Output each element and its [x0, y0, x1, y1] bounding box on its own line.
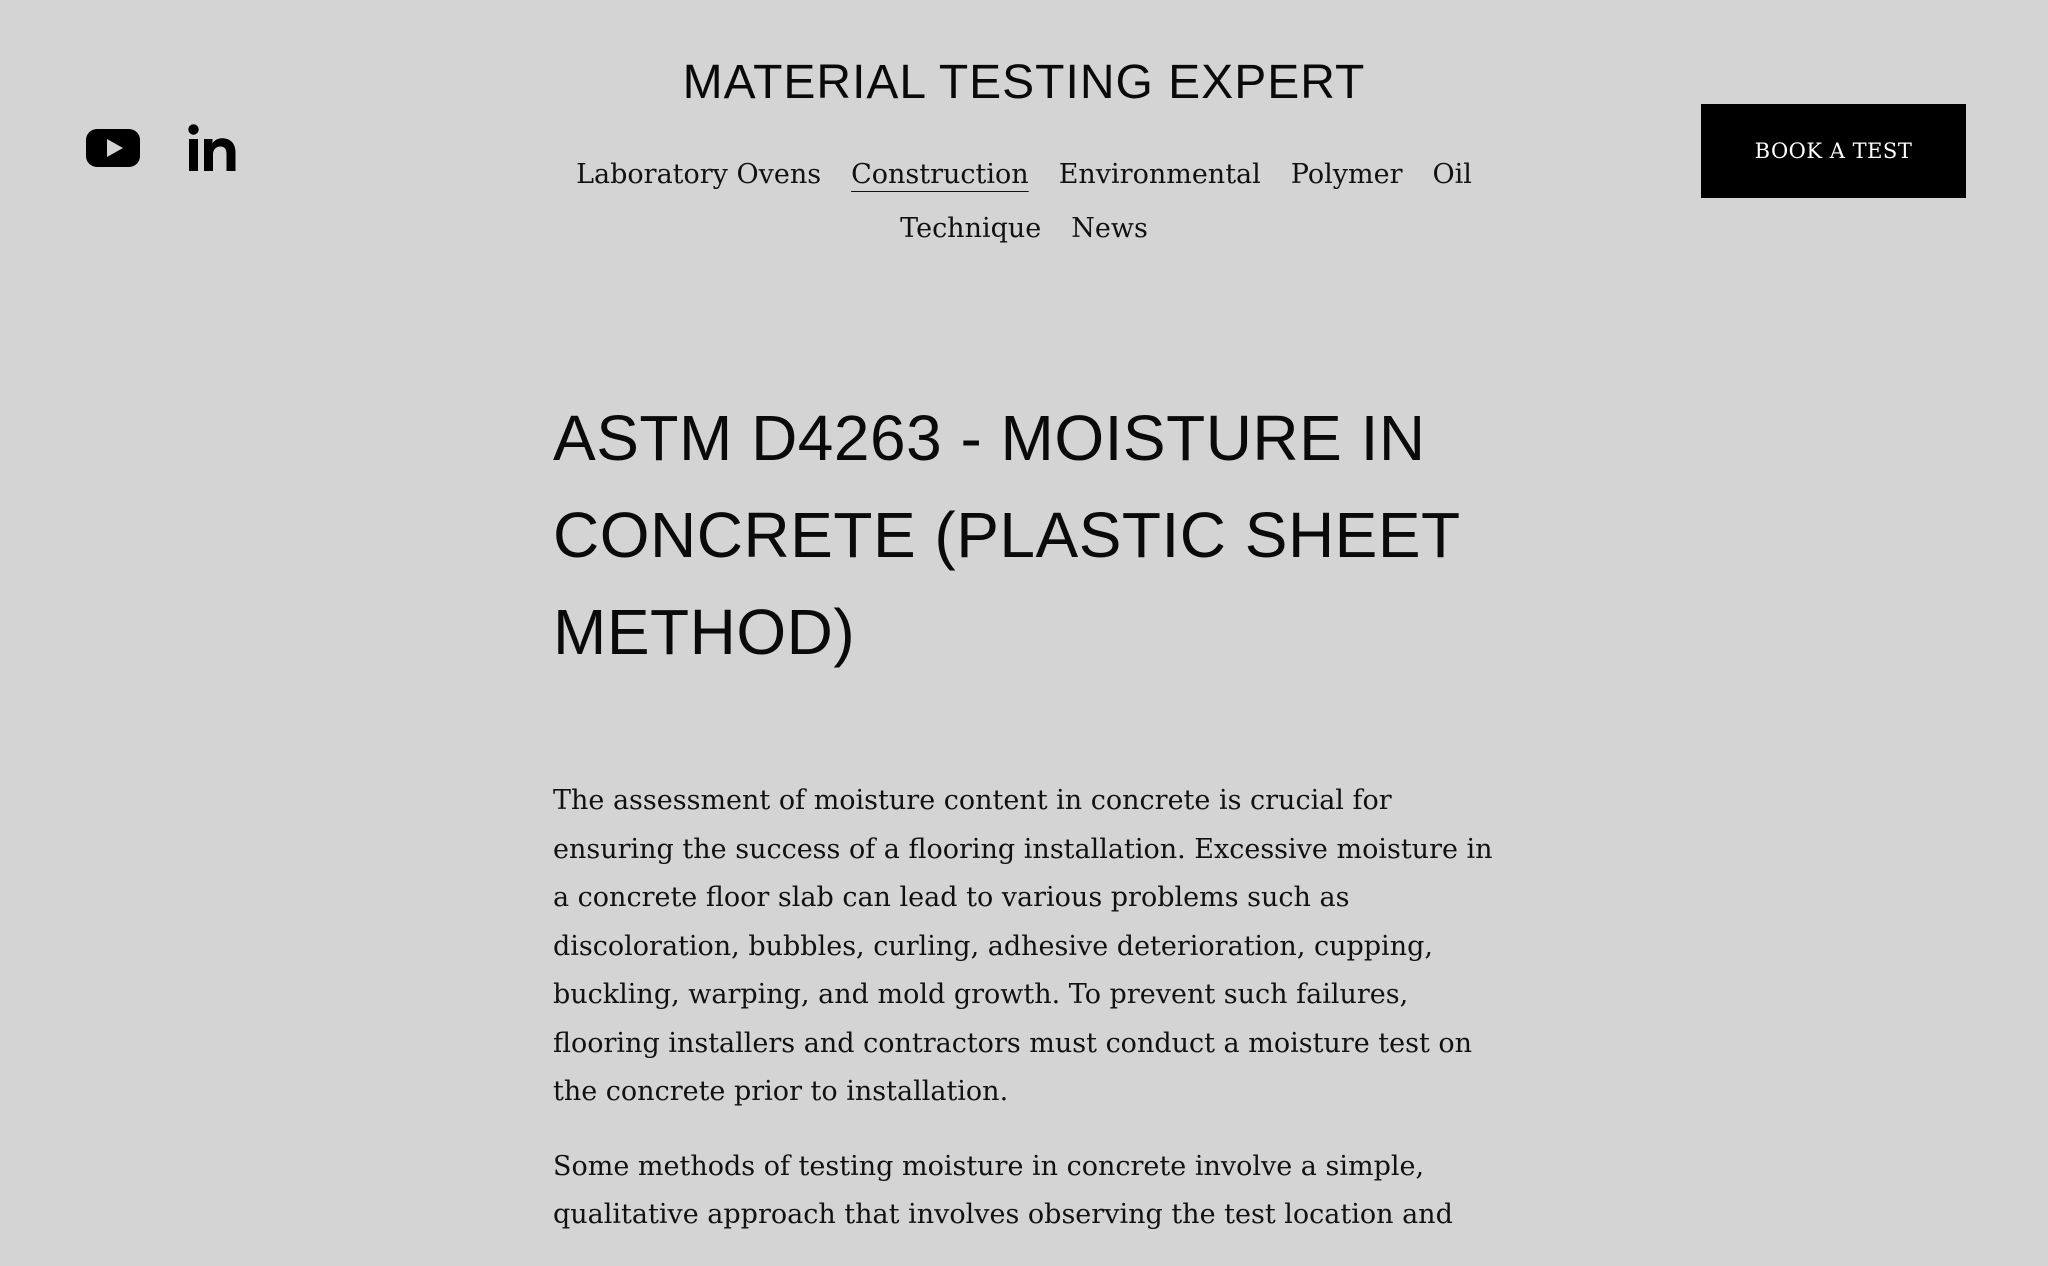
- main-nav: [560, 148, 1488, 256]
- social-links: [86, 124, 236, 172]
- article-paragraph: The assessment of moisture content in concrete is crucial for ensuring the success of a flooring installation. Excessive moisture in a concrete floor slab can lead to various problems such as discoloration, bubbles, curling, adhesive deterioration, cupping, buckling, warping, and mold growth. To prevent such failures, flooring installers and contractors must conduct a moisture test on the concrete prior to installation.: [553, 785, 1493, 1107]
- nav-item-polymer[interactable]: Polymer: [1290, 159, 1403, 190]
- nav-item-laboratory-ovens[interactable]: Laboratory Ovens: [576, 159, 822, 190]
- nav-item-news[interactable]: News: [1071, 213, 1148, 244]
- article-body: [553, 777, 1503, 1240]
- nav-item-oil[interactable]: Oil: [1432, 159, 1472, 190]
- nav-item-environmental[interactable]: Environmental: [1058, 159, 1261, 190]
- youtube-icon: [86, 129, 140, 167]
- article-title: ASTM D4263 - MOISTURE IN CONCRETE (PLASTIC SHEET METHOD): [553, 402, 1460, 668]
- nav-item-technique[interactable]: Technique: [900, 213, 1042, 244]
- youtube-link[interactable]: [86, 129, 140, 167]
- linkedin-icon: [188, 124, 236, 172]
- article-paragraph: Some methods of testing moisture in concrete involve a simple, qualitative approach that involves observing the test location and: [553, 1150, 1453, 1230]
- article: [553, 390, 1503, 1266]
- book-a-test-button[interactable]: BOOK A TEST: [1701, 104, 1966, 198]
- nav-item-construction[interactable]: Construction: [851, 159, 1029, 190]
- site-title[interactable]: MATERIAL TESTING EXPERT: [682, 56, 1366, 109]
- linkedin-link[interactable]: [188, 124, 236, 172]
